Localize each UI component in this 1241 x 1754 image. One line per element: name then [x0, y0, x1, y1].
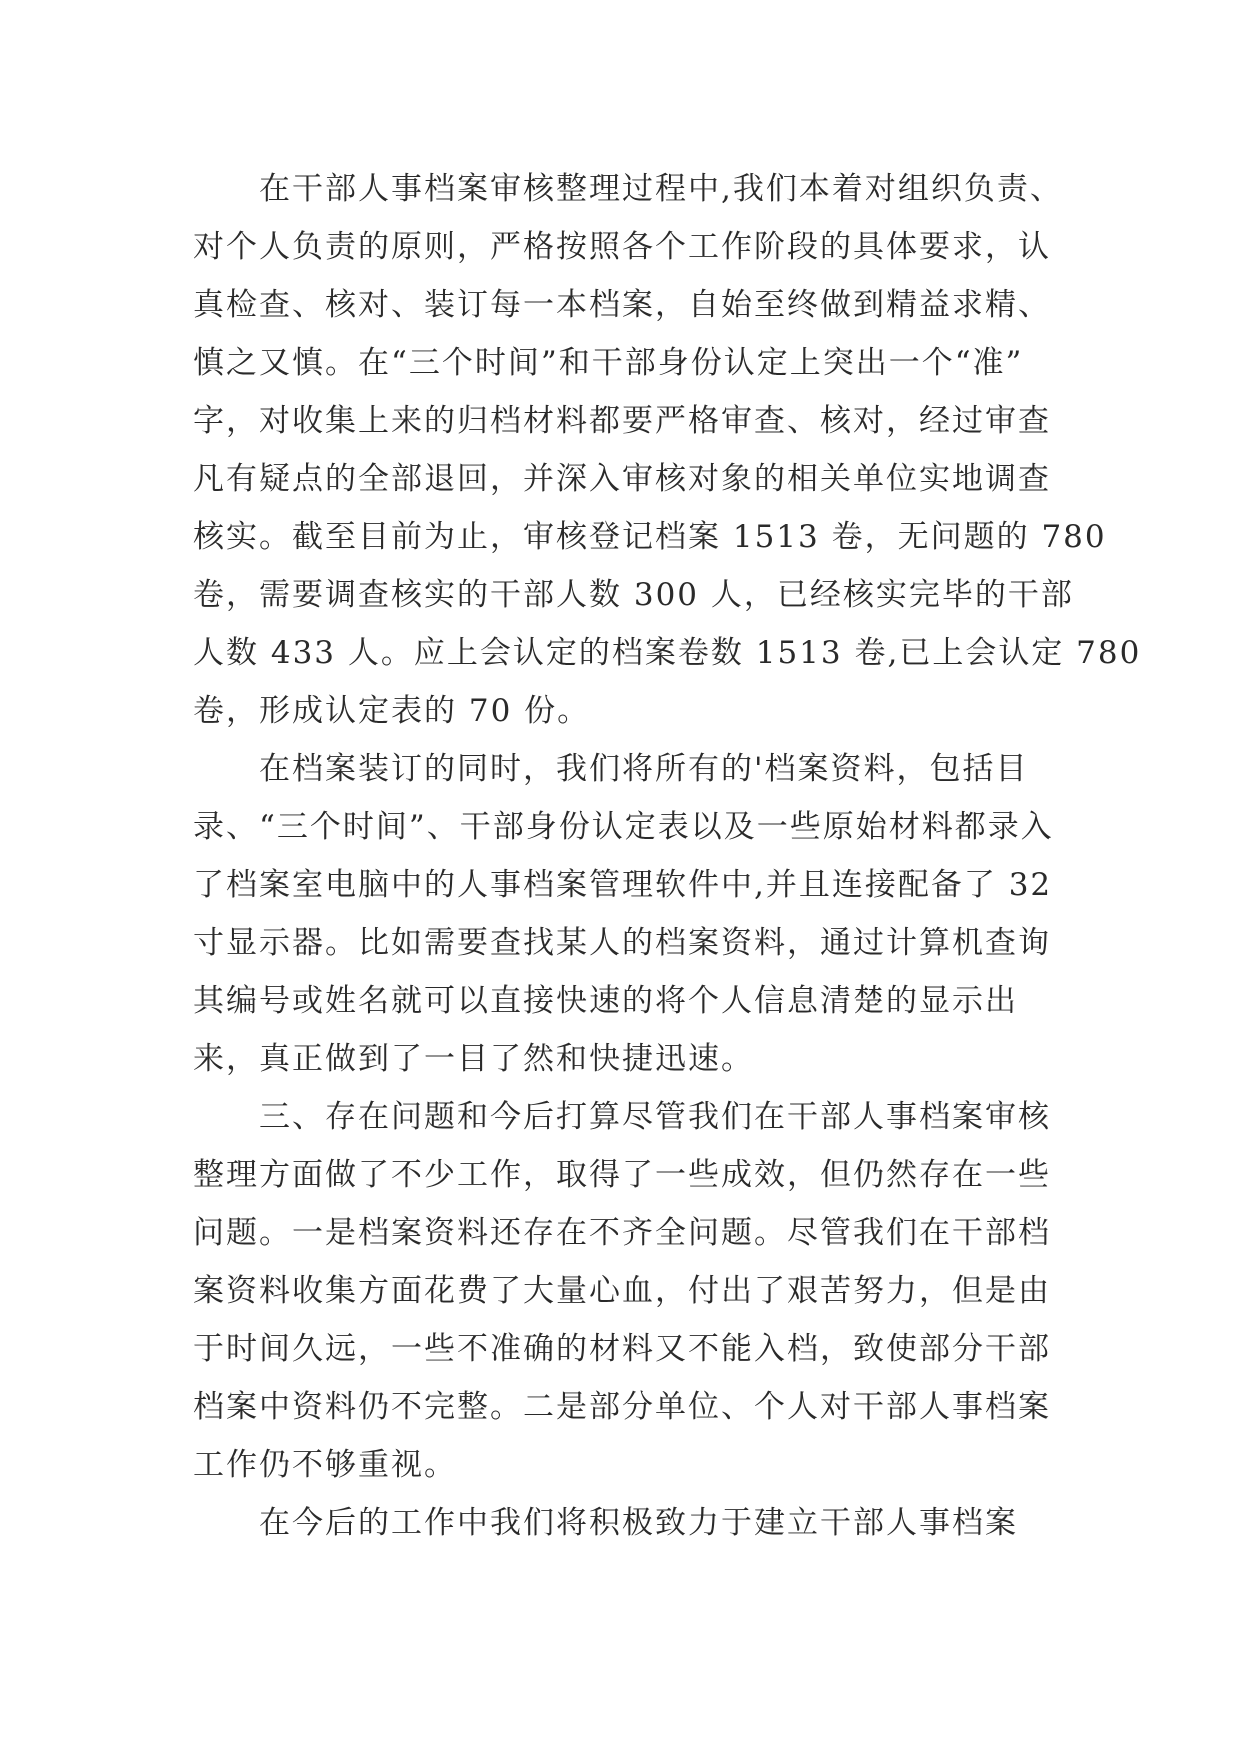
text-line: 来，真正做到了一目了然和快捷迅速。 — [193, 1041, 754, 1077]
text-line: 问题。一是档案资料还存在不齐全问题。尽管我们在干部档 — [193, 1215, 1051, 1251]
text-line: 卷，形成认定表的 70 份。 — [193, 693, 591, 729]
text-line: 真检查、核对、装订每一本档案，自始至终做到精益求精、 — [193, 287, 1051, 323]
text-line: 整理方面做了不少工作，取得了一些成效，但仍然存在一些 — [193, 1157, 1051, 1193]
document-body — [193, 160, 1142, 1552]
text-line: 凡有疑点的全部退回，并深入审核对象的相关单位实地调查 — [193, 461, 1051, 497]
text-line: 对个人负责的原则，严格按照各个工作阶段的具体要求，认 — [193, 229, 1051, 265]
text-line: 录、“三个时间”、干部身份认定表以及一些原始材料都录入 — [193, 809, 1054, 845]
text-line: 寸显示器。比如需要查找某人的档案资料，通过计算机查询 — [193, 925, 1051, 961]
text-line: 核实。截至目前为止，审核登记档案 1513 卷，无问题的 780 — [193, 519, 1107, 555]
text-line: 其编号或姓名就可以直接快速的将个人信息清楚的显示出 — [193, 983, 1018, 1019]
text-line: 于时间久远，一些不准确的材料又不能入档，致使部分干部 — [193, 1331, 1051, 1367]
text-line: 档案中资料仍不完整。二是部分单位、个人对干部人事档案 — [193, 1389, 1051, 1425]
text-line: 在档案装订的同时，我们将所有的'档案资料，包括目 — [259, 751, 1029, 787]
text-line: 案资料收集方面花费了大量心血，付出了艰苦努力，但是由 — [193, 1273, 1051, 1309]
text-line: 人数 433 人。应上会认定的档案卷数 1513 卷,已上会认定 780 — [193, 635, 1142, 671]
text-line: 在今后的工作中我们将积极致力于建立干部人事档案 — [259, 1505, 1018, 1541]
text-line: 在干部人事档案审核整理过程中,我们本着对组织负责、 — [259, 171, 1063, 207]
text-line: 字，对收集上来的归档材料都要严格审查、核对，经过审查 — [193, 403, 1051, 439]
text-line: 慎之又慎。在“三个时间”和干部身份认定上突出一个“准” — [193, 345, 1024, 381]
text-line: 工作仍不够重视。 — [193, 1447, 457, 1483]
text-line: 三、存在问题和今后打算尽管我们在干部人事档案审核 — [259, 1099, 1051, 1135]
text-line: 卷，需要调查核实的干部人数 300 人，已经核实完毕的干部 — [193, 577, 1074, 613]
text-line: 了档案室电脑中的人事档案管理软件中,并且连接配备了 32 — [193, 867, 1053, 903]
